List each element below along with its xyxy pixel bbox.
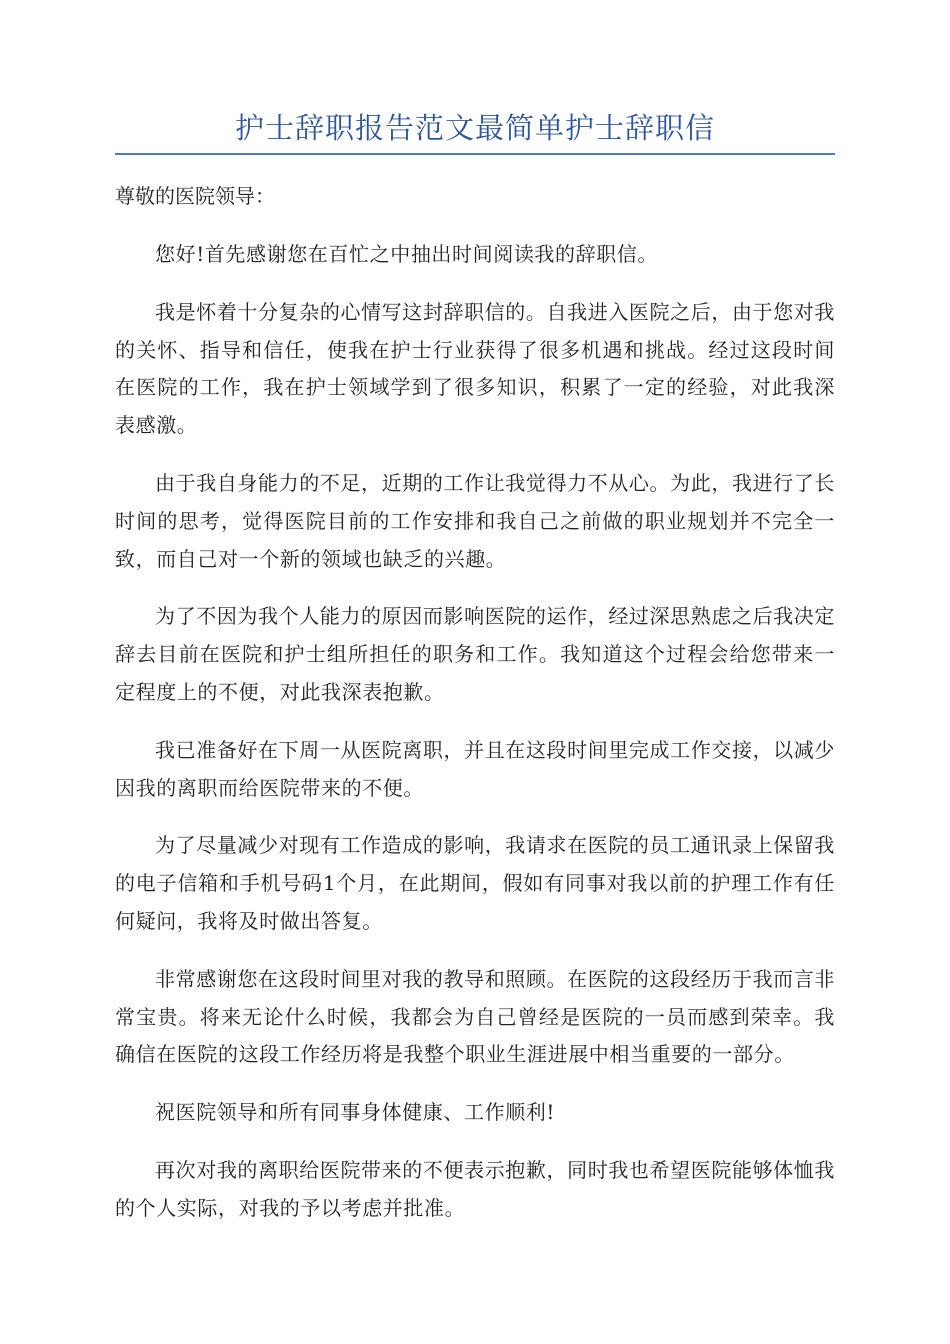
paragraph-thanks: 非常感谢您在这段时间里对我的教导和照顾。在医院的这段经历于我而言非常宝贵。将来无论什么时候，我都会为自己曾经是医院的一员而感到荣幸。我确信在医院的这段工作经历将是我整个职业生涯进展中相当重要的一部分。	[115, 966, 835, 1067]
paragraph-reason: 由于我自身能力的不足，近期的工作让我觉得力不从心。为此，我进行了长时间的思考，觉得医院目前的工作安排和我自己之前做的职业规划并不完全一致，而自己对一个新的领域也缺乏的兴趣。	[115, 470, 835, 571]
letter-body	[115, 178, 835, 1248]
paragraph-contact-request: 为了尽量减少对现有工作造成的影响，我请求在医院的员工通讯录上保留我的电子信箱和手机号码1个月，在此期间，假如有同事对我以前的护理工作有任何疑问，我将及时做出答复。	[115, 833, 835, 933]
title-underline	[115, 153, 835, 155]
paragraph-wishes: 祝医院领导和所有同事身体健康、工作顺利!	[155, 1100, 556, 1125]
paragraph-decision: 为了不因为我个人能力的原因而影响医院的运作，经过深思熟虑之后我决定辞去目前在医院和护士组所担任的职务和工作。我知道这个过程会给您带来一定程度上的不便，对此我深表抱歉。	[115, 604, 835, 704]
paragraph-gratitude: 我是怀着十分复杂的心情写这封辞职信的。自我进入医院之后，由于您对我的关怀、指导和信任，使我在护士行业获得了很多机遇和挑战。经过这段时间在医院的工作，我在护士领域学到了很多知识，积累了一定的经验，对此我深表感激。	[115, 299, 835, 438]
paragraph-closing: 再次对我的离职给医院带来的不便表示抱歉，同时我也希望医院能够体恤我的个人实际，对我的予以考虑并批准。	[115, 1157, 835, 1220]
document-title: 护士辞职报告范文最简单护士辞职信	[234, 111, 715, 145]
paragraph-departure-date: 我已准备好在下周一从医院离职，并且在这段时间里完成工作交接，以减少因我的离职而给医院带来的不便。	[115, 737, 835, 800]
salutation: 尊敬的医院领导：	[115, 184, 275, 208]
paragraph-greeting: 您好!首先感谢您在百忙之中抽出时间阅读我的辞职信。	[155, 242, 659, 266]
